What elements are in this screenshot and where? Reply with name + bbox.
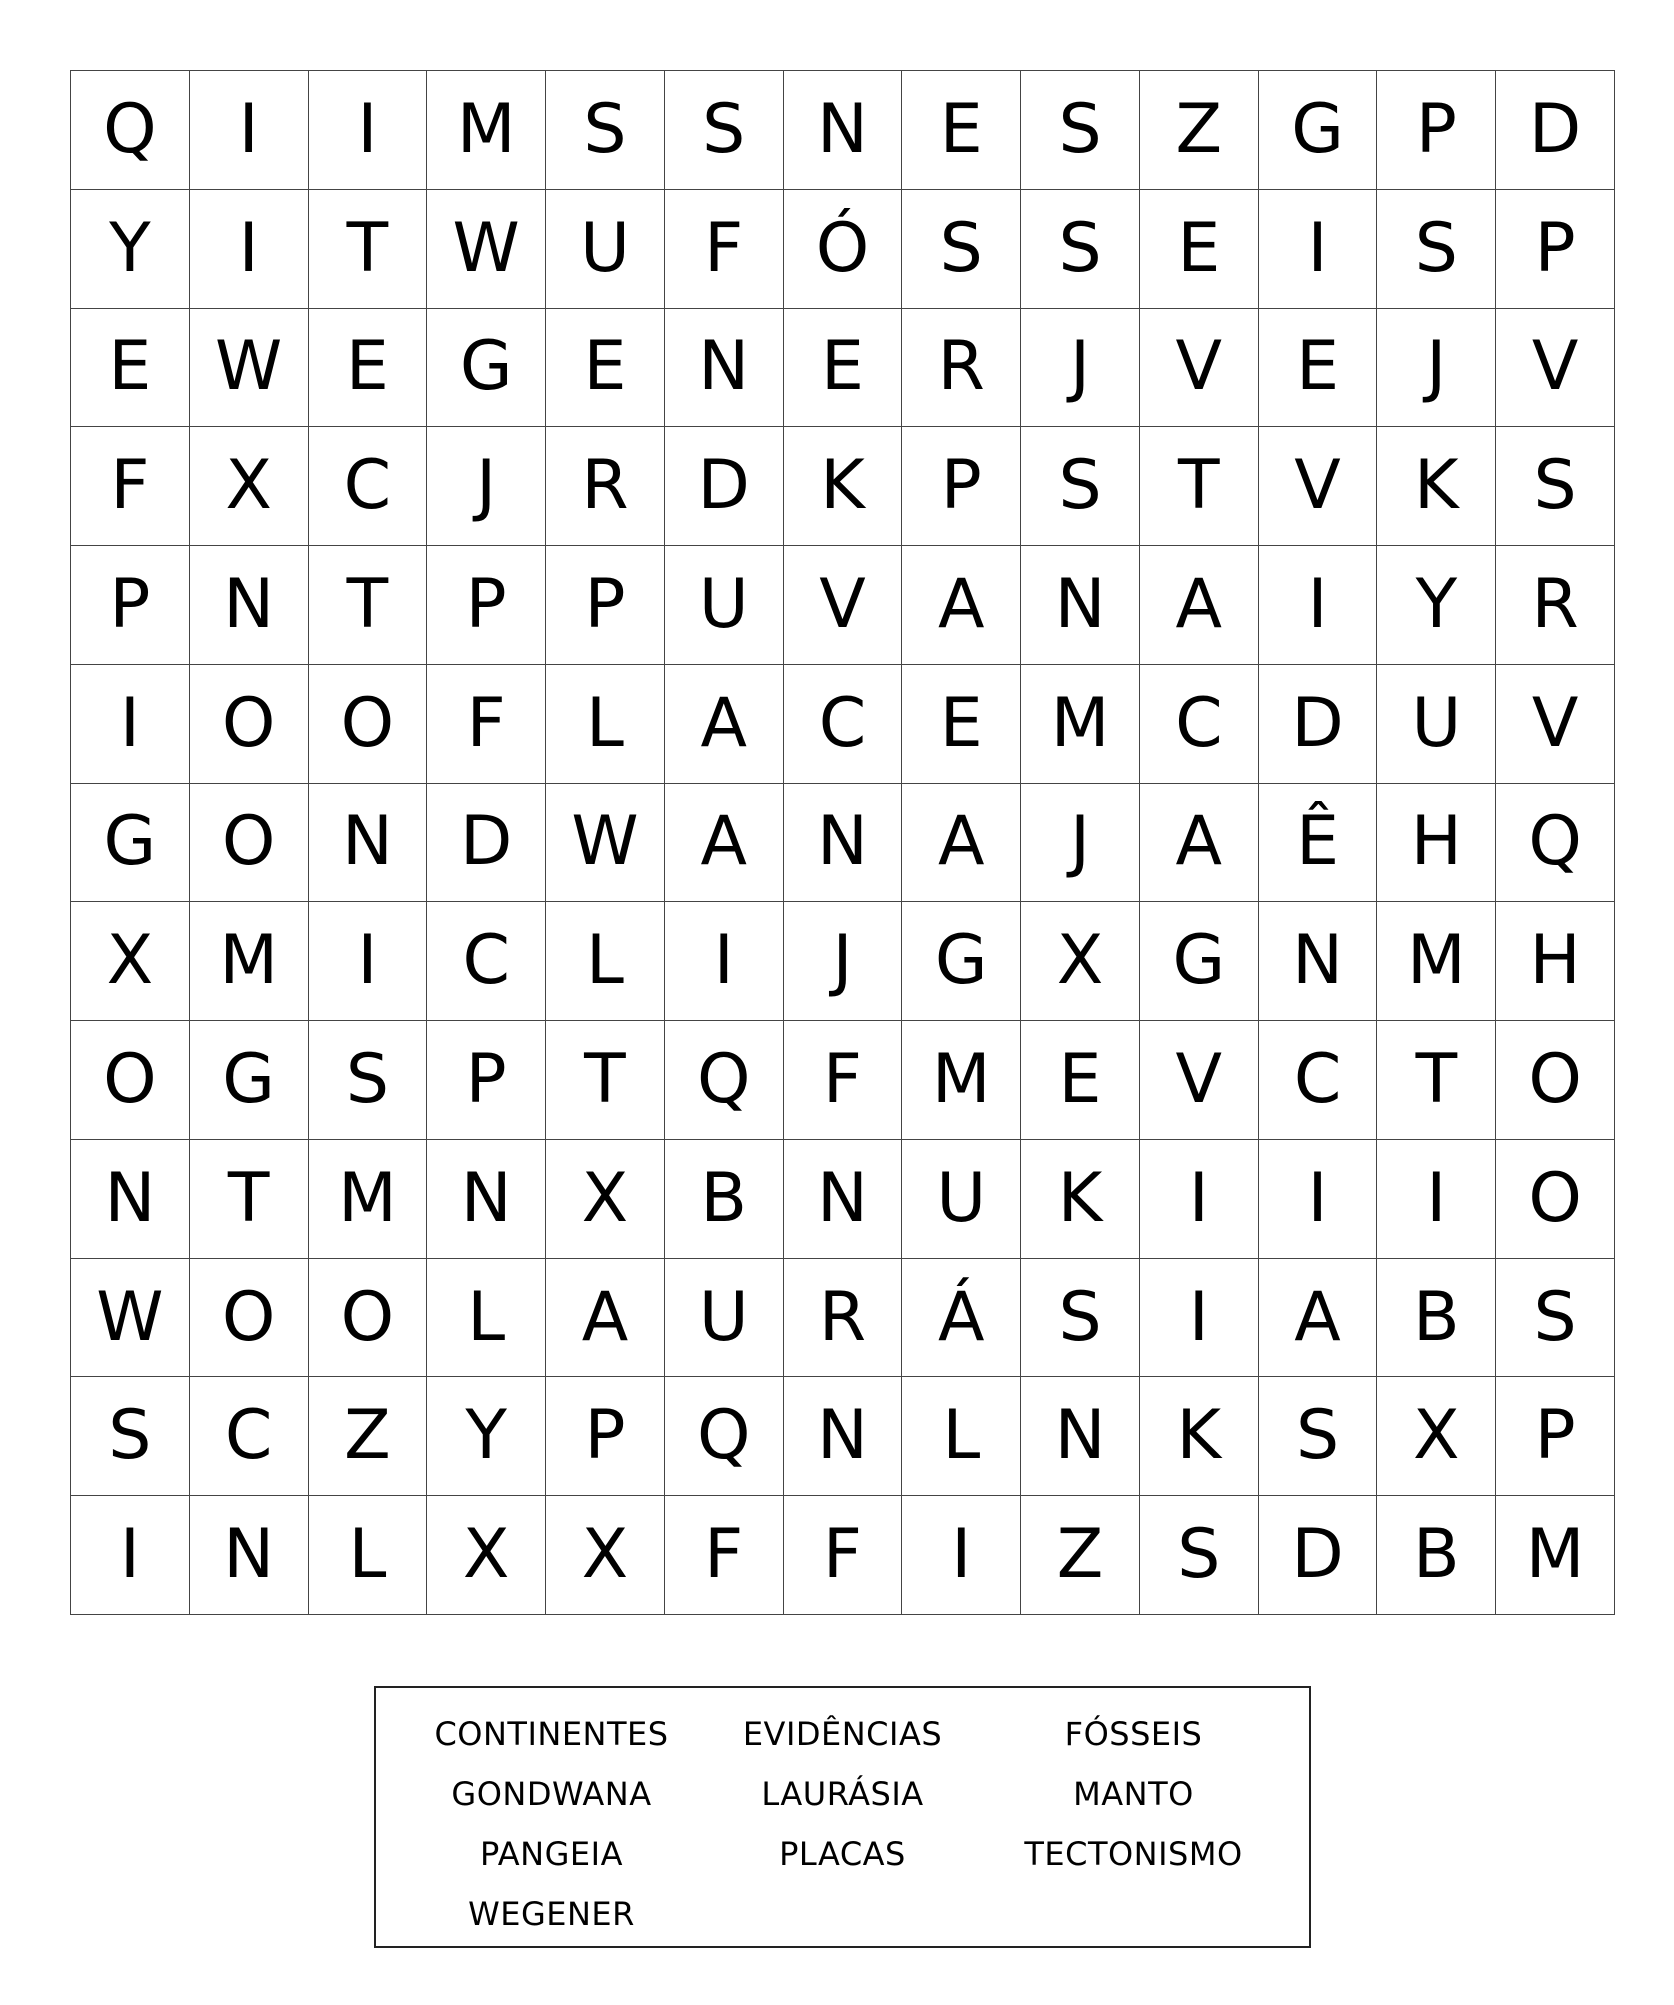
grid-cell[interactable]: T <box>309 546 428 665</box>
grid-cell[interactable]: K <box>784 427 903 546</box>
grid-cell[interactable]: Z <box>1021 1496 1140 1615</box>
grid-cell[interactable]: T <box>190 1140 309 1259</box>
grid-cell[interactable]: S <box>1021 190 1140 309</box>
word-list-item: GONDWANA <box>451 1775 652 1813</box>
grid-cell[interactable]: O <box>1496 1140 1615 1259</box>
grid-cell[interactable]: W <box>546 784 665 903</box>
grid-cell[interactable]: O <box>1496 1021 1615 1140</box>
grid-cell[interactable]: R <box>902 309 1021 428</box>
grid-cell[interactable]: V <box>784 546 903 665</box>
grid-cell[interactable]: X <box>1377 1377 1496 1496</box>
grid-cell[interactable]: S <box>1259 1377 1378 1496</box>
grid-cell[interactable]: H <box>1496 902 1615 1021</box>
grid-cell[interactable]: A <box>665 784 784 903</box>
grid-cell[interactable]: M <box>1021 665 1140 784</box>
grid-cell[interactable]: I <box>1259 546 1378 665</box>
grid-cell[interactable]: O <box>309 1259 428 1378</box>
grid-cell[interactable]: D <box>427 784 546 903</box>
grid-cell[interactable]: A <box>665 665 784 784</box>
grid-cell[interactable]: J <box>1021 309 1140 428</box>
grid-cell[interactable]: S <box>1021 1259 1140 1378</box>
grid-cell[interactable]: Y <box>71 190 190 309</box>
grid-cell[interactable]: P <box>902 427 1021 546</box>
grid-cell[interactable]: A <box>546 1259 665 1378</box>
grid-cell[interactable]: N <box>309 784 428 903</box>
grid-cell[interactable]: E <box>309 309 428 428</box>
grid-cell[interactable]: E <box>902 665 1021 784</box>
grid-cell[interactable]: V <box>1140 309 1259 428</box>
grid-cell[interactable]: P <box>546 1377 665 1496</box>
grid-cell[interactable]: U <box>902 1140 1021 1259</box>
grid-cell[interactable]: I <box>71 1496 190 1615</box>
grid-cell[interactable]: I <box>309 71 428 190</box>
grid-cell[interactable]: R <box>784 1259 903 1378</box>
grid-cell[interactable]: J <box>1021 784 1140 903</box>
grid-cell[interactable]: I <box>1259 1140 1378 1259</box>
grid-cell[interactable]: J <box>784 902 903 1021</box>
grid-cell[interactable]: S <box>546 71 665 190</box>
grid-cell[interactable]: F <box>784 1021 903 1140</box>
grid-cell[interactable]: B <box>1377 1259 1496 1378</box>
grid-cell[interactable]: I <box>1140 1140 1259 1259</box>
grid-cell[interactable]: U <box>665 1259 784 1378</box>
grid-cell[interactable]: R <box>546 427 665 546</box>
grid-cell[interactable]: C <box>1259 1021 1378 1140</box>
grid-cell[interactable]: M <box>427 71 546 190</box>
grid-cell[interactable]: N <box>190 546 309 665</box>
grid-cell[interactable]: M <box>902 1021 1021 1140</box>
grid-cell[interactable]: P <box>427 1021 546 1140</box>
grid-cell[interactable]: S <box>309 1021 428 1140</box>
grid-cell[interactable]: A <box>1140 546 1259 665</box>
grid-cell[interactable]: Q <box>1496 784 1615 903</box>
grid-cell[interactable]: A <box>902 784 1021 903</box>
grid-cell[interactable]: M <box>1496 1496 1615 1615</box>
word-list <box>406 1704 1279 1944</box>
grid-cell[interactable]: T <box>1377 1021 1496 1140</box>
grid-cell[interactable]: R <box>1496 546 1615 665</box>
grid-cell[interactable]: X <box>190 427 309 546</box>
grid-cell[interactable]: S <box>1496 427 1615 546</box>
grid-cell[interactable]: P <box>546 546 665 665</box>
grid-cell[interactable]: E <box>784 309 903 428</box>
grid-cell[interactable]: X <box>1021 902 1140 1021</box>
grid-cell[interactable]: N <box>1259 902 1378 1021</box>
grid-cell[interactable]: A <box>902 546 1021 665</box>
word-list-item: PLACAS <box>779 1835 906 1873</box>
grid-cell[interactable]: N <box>71 1140 190 1259</box>
grid-cell[interactable]: B <box>665 1140 784 1259</box>
grid-cell[interactable]: N <box>665 309 784 428</box>
grid-cell[interactable]: Á <box>902 1259 1021 1378</box>
grid-cell[interactable]: I <box>665 902 784 1021</box>
grid-cell[interactable]: S <box>1496 1259 1615 1378</box>
grid-cell[interactable]: G <box>1140 902 1259 1021</box>
grid-cell[interactable]: U <box>1377 665 1496 784</box>
grid-cell[interactable]: K <box>1377 427 1496 546</box>
grid-cell[interactable]: L <box>427 1259 546 1378</box>
grid-cell[interactable]: O <box>190 784 309 903</box>
grid-cell[interactable]: V <box>1496 309 1615 428</box>
grid-cell[interactable]: W <box>427 190 546 309</box>
grid-cell[interactable]: O <box>309 665 428 784</box>
grid-cell[interactable]: I <box>1259 190 1378 309</box>
grid-cell[interactable]: P <box>1377 71 1496 190</box>
grid-cell[interactable]: I <box>190 71 309 190</box>
grid-cell[interactable]: Ó <box>784 190 903 309</box>
grid-cell[interactable]: U <box>546 190 665 309</box>
grid-cell[interactable]: H <box>1377 784 1496 903</box>
grid-cell[interactable]: X <box>546 1140 665 1259</box>
grid-cell[interactable]: D <box>1496 71 1615 190</box>
grid-cell[interactable]: A <box>1140 784 1259 903</box>
grid-cell[interactable]: E <box>1021 1021 1140 1140</box>
grid-cell[interactable]: T <box>309 190 428 309</box>
grid-cell[interactable]: Ê <box>1259 784 1378 903</box>
grid-cell[interactable]: W <box>71 1259 190 1378</box>
grid-cell[interactable]: S <box>902 190 1021 309</box>
grid-cell[interactable]: Z <box>1140 71 1259 190</box>
grid-cell[interactable]: M <box>1377 902 1496 1021</box>
grid-cell[interactable]: Q <box>665 1021 784 1140</box>
word-list-item: LAURÁSIA <box>761 1775 924 1813</box>
grid-cell[interactable]: G <box>427 309 546 428</box>
grid-cell[interactable]: M <box>309 1140 428 1259</box>
grid-cell[interactable]: S <box>1021 71 1140 190</box>
grid-cell[interactable]: I <box>1140 1259 1259 1378</box>
grid-cell[interactable]: L <box>546 665 665 784</box>
grid-cell[interactable]: N <box>1021 546 1140 665</box>
grid-cell[interactable]: C <box>190 1377 309 1496</box>
grid-cell[interactable]: E <box>546 309 665 428</box>
grid-cell[interactable]: F <box>784 1496 903 1615</box>
grid-cell[interactable]: F <box>665 190 784 309</box>
grid-cell[interactable]: N <box>784 784 903 903</box>
grid-cell[interactable]: N <box>784 1140 903 1259</box>
grid-cell[interactable]: U <box>665 546 784 665</box>
grid-cell[interactable]: O <box>190 665 309 784</box>
grid-cell[interactable]: E <box>902 71 1021 190</box>
grid-cell[interactable]: J <box>1377 309 1496 428</box>
grid-cell[interactable]: V <box>1259 427 1378 546</box>
grid-cell[interactable]: T <box>546 1021 665 1140</box>
grid-cell[interactable]: Y <box>1377 546 1496 665</box>
grid-cell[interactable]: Y <box>427 1377 546 1496</box>
grid-cell[interactable]: Q <box>665 1377 784 1496</box>
grid-cell[interactable]: V <box>1140 1021 1259 1140</box>
grid-cell[interactable]: E <box>1140 190 1259 309</box>
word-list-item: PANGEIA <box>480 1835 623 1873</box>
grid-cell[interactable]: N <box>784 1377 903 1496</box>
grid-cell[interactable]: B <box>1377 1496 1496 1615</box>
grid-cell[interactable]: X <box>71 902 190 1021</box>
grid-cell[interactable]: C <box>1140 665 1259 784</box>
grid-cell[interactable]: G <box>1259 71 1378 190</box>
grid-cell[interactable]: F <box>665 1496 784 1615</box>
word-list-box <box>374 1686 1311 1948</box>
grid-cell[interactable]: F <box>427 665 546 784</box>
grid-cell[interactable]: T <box>1140 427 1259 546</box>
grid-cell[interactable]: O <box>190 1259 309 1378</box>
grid-cell[interactable]: I <box>190 190 309 309</box>
word-list-item: CONTINENTES <box>434 1715 669 1753</box>
grid-cell[interactable]: V <box>1496 665 1615 784</box>
word-list-item: WEGENER <box>468 1895 635 1933</box>
grid-cell[interactable]: P <box>1496 1377 1615 1496</box>
grid-cell[interactable]: O <box>71 1021 190 1140</box>
grid-cell[interactable]: P <box>1496 190 1615 309</box>
grid-cell[interactable]: S <box>1140 1496 1259 1615</box>
grid-cell[interactable]: D <box>1259 1496 1378 1615</box>
grid-cell[interactable]: W <box>190 309 309 428</box>
grid-cell[interactable]: E <box>71 309 190 428</box>
grid-cell[interactable]: P <box>71 546 190 665</box>
grid-cell[interactable]: N <box>1021 1377 1140 1496</box>
grid-cell[interactable]: E <box>1259 309 1378 428</box>
grid-cell[interactable]: C <box>784 665 903 784</box>
word-list-item: FÓSSEIS <box>1064 1715 1203 1753</box>
grid-cell[interactable]: J <box>427 427 546 546</box>
grid-cell[interactable]: I <box>1377 1140 1496 1259</box>
word-list-item: TECTONISMO <box>1024 1835 1243 1873</box>
grid-cell[interactable]: C <box>427 902 546 1021</box>
grid-cell[interactable]: L <box>902 1377 1021 1496</box>
grid-cell[interactable]: S <box>71 1377 190 1496</box>
grid-cell[interactable]: L <box>309 1496 428 1615</box>
grid-cell[interactable]: L <box>546 902 665 1021</box>
grid-cell[interactable]: D <box>665 427 784 546</box>
grid-cell[interactable]: P <box>427 546 546 665</box>
grid-cell[interactable]: F <box>71 427 190 546</box>
grid-cell[interactable]: A <box>1259 1259 1378 1378</box>
grid-cell[interactable]: S <box>665 71 784 190</box>
grid-cell[interactable]: K <box>1021 1140 1140 1259</box>
grid-cell[interactable]: K <box>1140 1377 1259 1496</box>
grid-cell[interactable]: I <box>902 1496 1021 1615</box>
grid-cell[interactable]: X <box>427 1496 546 1615</box>
grid-cell[interactable]: G <box>902 902 1021 1021</box>
grid-cell[interactable]: Q <box>71 71 190 190</box>
letter-grid <box>70 70 1615 1615</box>
word-list-item: EVIDÊNCIAS <box>742 1715 943 1753</box>
grid-cell[interactable]: D <box>1259 665 1378 784</box>
grid-cell[interactable]: X <box>546 1496 665 1615</box>
grid-cell[interactable]: N <box>784 71 903 190</box>
grid-cell[interactable]: N <box>427 1140 546 1259</box>
grid-cell[interactable]: I <box>309 902 428 1021</box>
grid-cell[interactable]: G <box>190 1021 309 1140</box>
grid-cell[interactable]: M <box>190 902 309 1021</box>
grid-cell[interactable]: S <box>1021 427 1140 546</box>
grid-cell[interactable]: C <box>309 427 428 546</box>
grid-cell[interactable]: G <box>71 784 190 903</box>
grid-cell[interactable]: S <box>1377 190 1496 309</box>
grid-cell[interactable]: I <box>71 665 190 784</box>
grid-cell[interactable]: N <box>190 1496 309 1615</box>
grid-cell[interactable]: Z <box>309 1377 428 1496</box>
word-list-item: MANTO <box>1073 1775 1194 1813</box>
